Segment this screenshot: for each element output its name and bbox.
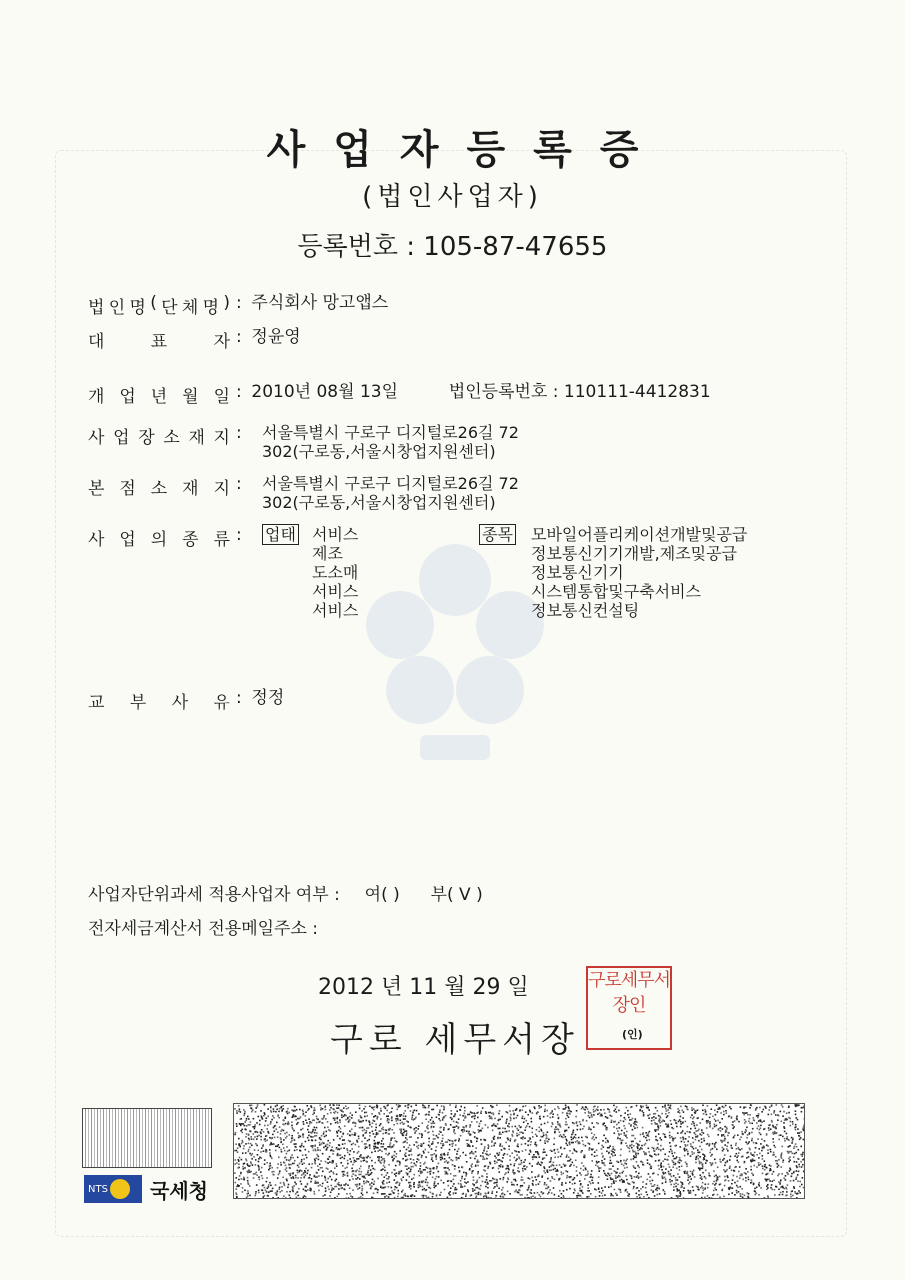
jongmok-label: 종목 bbox=[479, 524, 516, 545]
unit-tax-no: 부( V ) bbox=[430, 885, 483, 905]
hq-address-line2: 302(구로동,서울시창업지원센터) bbox=[262, 493, 496, 512]
corp-name-label: 법 인 명 ( 단 체 명 ) : bbox=[88, 293, 242, 318]
jongmok-item: 정보통신기기 bbox=[531, 563, 624, 582]
representative-label: 대 표 자 : bbox=[88, 327, 242, 352]
jongmok-item: 시스템통합및구축서비스 bbox=[531, 582, 702, 601]
biz-type-label-row bbox=[88, 525, 246, 550]
registration-number-line bbox=[0, 226, 905, 263]
reason-row bbox=[88, 683, 284, 713]
uptae-item: 도소매 bbox=[312, 563, 359, 582]
site-address-line2: 302(구로동,서울시창업지원센터) bbox=[262, 442, 496, 461]
representative: 정윤영 bbox=[251, 327, 301, 347]
uptae-item: 서비스 bbox=[312, 601, 359, 620]
open-date: 2010년 08월 13일 bbox=[251, 382, 399, 402]
flower-icon bbox=[110, 1179, 130, 1199]
official-seal: 구로세무서장인 bbox=[586, 966, 672, 1050]
email-row bbox=[88, 914, 318, 939]
site-address bbox=[262, 423, 519, 461]
uptae-item: 서비스 bbox=[312, 525, 359, 544]
nts-logo bbox=[84, 1174, 208, 1204]
site-address-line1: 서울특별시 구로구 디지털로26길 72 bbox=[262, 423, 519, 442]
open-date-row bbox=[88, 377, 711, 407]
site-label: 사 업 장 소 재 지 : bbox=[88, 423, 242, 448]
seal-mark: (인) bbox=[622, 1028, 643, 1041]
jongmok-item: 정보통신컨설팅 bbox=[531, 601, 640, 620]
open-date-label: 개 업 년 월 일 : bbox=[88, 382, 242, 407]
uptae-item: 서비스 bbox=[312, 582, 359, 601]
biz-type-label: 사 업 의 종 류 : bbox=[88, 525, 242, 550]
nts-badge bbox=[84, 1175, 142, 1203]
corp-name-row bbox=[88, 288, 388, 318]
unit-tax-row bbox=[88, 880, 483, 905]
emblem-watermark bbox=[360, 520, 550, 770]
uptae-list bbox=[312, 525, 358, 620]
jongmok-item: 정보통신기기개발,제조및공급 bbox=[531, 544, 738, 563]
uptae-item: 제조 bbox=[312, 544, 343, 563]
reason-label: 교 부 사 유 : bbox=[88, 688, 242, 713]
jongmok-item: 모바일어플리케이션개발및공급 bbox=[531, 525, 748, 544]
unit-tax-yes: 여( ) bbox=[364, 885, 400, 905]
uptae-label: 업태 bbox=[262, 524, 299, 545]
tax-office-head: 구로 세무서장 bbox=[330, 1020, 580, 1060]
hq-address-line1: 서울특별시 구로구 디지털로26길 72 bbox=[262, 474, 519, 493]
registration-number: 105-87-47655 bbox=[423, 232, 608, 262]
nts-badge-text: NTS bbox=[88, 1183, 108, 1195]
jongmok-label-col bbox=[479, 525, 516, 544]
jongmok-list bbox=[531, 525, 747, 620]
corp-reg-number: 110111-4412831 bbox=[563, 382, 711, 402]
corp-reg-label: 법인등록번호 : bbox=[448, 382, 559, 402]
unit-tax-label: 사업자단위과세 적용사업자 여부 : bbox=[88, 885, 340, 905]
hq-label-row bbox=[88, 474, 246, 499]
agency-name: 국세청 bbox=[150, 1178, 208, 1203]
hq-address bbox=[262, 474, 519, 512]
issue-date: 2012 년 11 월 29 일 bbox=[318, 975, 529, 1000]
representative-row bbox=[88, 322, 301, 352]
email-label: 전자세금계산서 전용메일주소 : bbox=[88, 919, 319, 939]
security-barcode bbox=[233, 1103, 805, 1199]
registration-number-label: 등록번호 : bbox=[297, 232, 416, 262]
certificate-subtitle: (법인사업자) bbox=[362, 182, 543, 212]
certificate-title: 사업자등록증 bbox=[266, 127, 667, 173]
small-barcode bbox=[82, 1108, 212, 1168]
issue-reason: 정정 bbox=[251, 688, 285, 708]
hq-label: 본 점 소 재 지 : bbox=[88, 474, 242, 499]
site-label-row bbox=[88, 423, 246, 448]
corp-name: 주식회사 망고앱스 bbox=[251, 293, 389, 313]
uptae-label-col bbox=[262, 525, 299, 544]
